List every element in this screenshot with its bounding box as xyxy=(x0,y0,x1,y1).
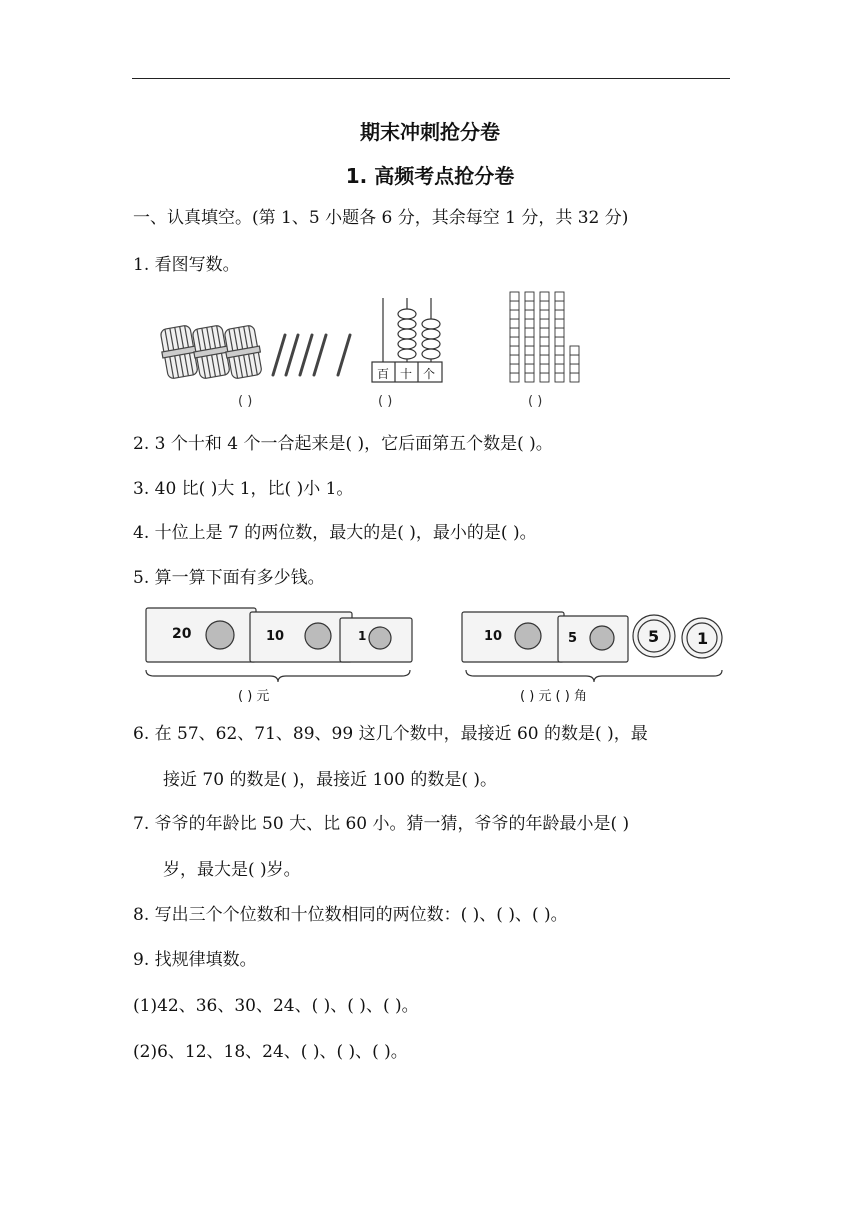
block-cell xyxy=(555,310,564,319)
block-column xyxy=(570,346,579,382)
block-cell xyxy=(540,292,549,301)
q5-figure xyxy=(140,602,740,707)
question-9-sub2: (2)6、12、18、24、( )、( )、( )。 xyxy=(133,1042,408,1062)
block-cell xyxy=(510,364,519,373)
question-1: 1. 看图写数。 xyxy=(133,255,240,275)
page-title: 期末冲刺抢分卷 xyxy=(360,120,500,144)
block-cell xyxy=(525,355,534,364)
block-cell xyxy=(555,346,564,355)
block-cell xyxy=(510,346,519,355)
stick-bundles xyxy=(158,324,264,379)
top-rule xyxy=(132,78,730,79)
block-column xyxy=(510,292,519,382)
question-4: 4. 十位上是 7 的两位数，最大的是( )，最小的是( )。 xyxy=(133,523,537,543)
banknote-20 xyxy=(146,608,256,662)
banknote-10-value: 10 xyxy=(266,629,285,644)
banknote-1 xyxy=(340,618,412,662)
block-cell xyxy=(570,373,579,382)
block-cell xyxy=(540,346,549,355)
block-cell xyxy=(540,355,549,364)
block-cell xyxy=(510,301,519,310)
block-cell xyxy=(525,337,534,346)
banknote-5-value: 5 xyxy=(568,631,578,646)
block-cell xyxy=(525,292,534,301)
question-7-line1: 7. 爷爷的年龄比 50 大、比 60 小。猜一猜，爷爷的年龄最小是( ) xyxy=(133,814,630,834)
q1-blank-2: ( ) xyxy=(378,394,393,409)
single-sticks xyxy=(273,335,350,375)
question-9: 9. 找规律填数。 xyxy=(133,950,257,970)
block-cell xyxy=(510,373,519,382)
brace-2 xyxy=(466,670,722,682)
banknote-20-value: 20 xyxy=(172,626,192,642)
banknote-10b-value: 10 xyxy=(484,629,503,644)
question-6-line1: 6. 在 57、62、71、89、99 这几个数中，最接近 60 的数是( )，最 xyxy=(133,724,648,744)
block-cell xyxy=(510,292,519,301)
block-column xyxy=(540,292,549,382)
coin-5-value: 5 xyxy=(648,627,660,646)
q1-blank-1: ( ) xyxy=(238,394,253,409)
group2-answer: ( ) 元 ( ) 角 xyxy=(520,689,587,704)
block-cell xyxy=(555,319,564,328)
block-cell xyxy=(510,337,519,346)
block-column xyxy=(555,292,564,382)
abacus-label-hundreds: 百 xyxy=(377,367,390,381)
question-3: 3. 40 比( )大 1，比( )小 1。 xyxy=(133,479,354,499)
question-9-sub1: (1)42、36、30、24、( )、( )、( )。 xyxy=(133,996,419,1016)
block-cell xyxy=(570,355,579,364)
block-cell xyxy=(525,319,534,328)
block-cell xyxy=(510,319,519,328)
q1-blank-3: ( ) xyxy=(528,394,543,409)
block-cell xyxy=(540,310,549,319)
question-7-line2: 岁，最大是( )岁。 xyxy=(163,860,301,880)
coin-1-value: 1 xyxy=(697,629,709,648)
question-8: 8. 写出三个个位数和十位数相同的两位数：( )、( )、( )。 xyxy=(133,905,568,925)
section-heading: 一、认真填空。(第 1、5 小题各 6 分，其余每空 1 分，共 32 分) xyxy=(133,208,629,228)
abacus-label-ones: 个 xyxy=(423,367,436,381)
block-column xyxy=(525,292,534,382)
block-cell xyxy=(555,292,564,301)
page-subtitle: 1. 高频考点抢分卷 xyxy=(345,164,515,188)
block-cell xyxy=(525,373,534,382)
brace-1 xyxy=(146,670,410,682)
block-cell xyxy=(555,364,564,373)
block-cell xyxy=(540,364,549,373)
counting-blocks xyxy=(510,292,579,382)
block-cell xyxy=(525,364,534,373)
block-cell xyxy=(525,346,534,355)
block-cell xyxy=(540,328,549,337)
block-cell xyxy=(540,373,549,382)
banknote-1-value: 1 xyxy=(358,629,367,643)
block-cell xyxy=(570,346,579,355)
banknote-10-b xyxy=(462,612,564,662)
block-cell xyxy=(540,337,549,346)
block-cell xyxy=(510,328,519,337)
block-cell xyxy=(540,319,549,328)
question-6-line2: 接近 70 的数是( )，最接近 100 的数是( )。 xyxy=(163,770,498,790)
block-cell xyxy=(525,310,534,319)
block-cell xyxy=(540,301,549,310)
q1-figure xyxy=(150,290,610,415)
block-cell xyxy=(555,328,564,337)
block-cell xyxy=(510,310,519,319)
block-cell xyxy=(525,301,534,310)
abacus-label-tens: 十 xyxy=(400,367,413,381)
block-cell xyxy=(555,337,564,346)
block-cell xyxy=(555,373,564,382)
question-2: 2. 3 个十和 4 个一合起来是( )，它后面第五个数是( )。 xyxy=(133,434,553,454)
block-cell xyxy=(555,355,564,364)
block-cell xyxy=(525,328,534,337)
block-cell xyxy=(555,301,564,310)
question-5: 5. 算一算下面有多少钱。 xyxy=(133,568,325,588)
block-cell xyxy=(570,364,579,373)
group1-answer: ( ) 元 xyxy=(238,689,270,704)
block-cell xyxy=(510,355,519,364)
